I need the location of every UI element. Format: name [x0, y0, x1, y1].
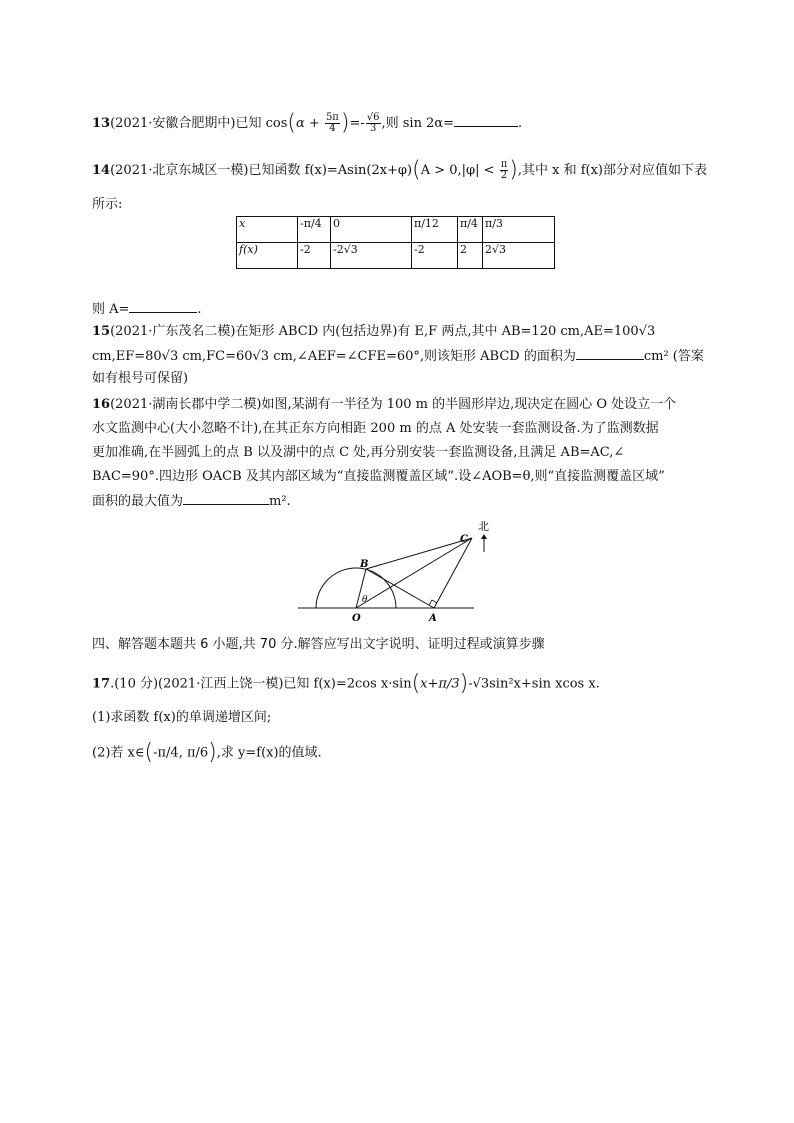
segment-BA — [366, 569, 434, 608]
question-14: 14(2021·北京东城区一模)已知函数 f(x)=Asin(2x+φ)(A > 0,|φ| < $\frac{\pi}{2}$ ),其中 x 和 f(x)部分对应值如下表 — [92, 157, 708, 183]
q13-frac: $\frac{5\pi}{4}$ — [325, 112, 339, 134]
label-C: C — [460, 534, 468, 545]
table-cell: π/3 — [483, 217, 555, 243]
table-cell: f(x) — [237, 243, 298, 269]
lake-figure — [296, 520, 489, 626]
table-cell: 2√3 — [483, 243, 555, 269]
label-O: O — [352, 613, 361, 624]
table-cell: π/12 — [412, 217, 458, 243]
q13-value: $\frac{√6}{3}$ — [366, 112, 380, 134]
q13-answer-blank[interactable] — [454, 114, 518, 127]
question-15: 15(2021·广东茂名二模)在矩形 ABCD 内(包括边界)有 E,F 两点,其中 AB=120 cm,AE=100√3 — [92, 324, 656, 339]
q15-answer-blank[interactable] — [576, 347, 644, 360]
table-cell: -π/4 — [298, 217, 331, 243]
q13-number: 13 — [92, 116, 111, 131]
question-16: 16(2021·湖南长郡中学二模)如图,某湖有一半径为 100 m 的半圆形岸边,现决定在圆心 O 处设立一个 — [92, 397, 677, 412]
q14-answer-blank[interactable] — [129, 300, 197, 313]
q14-text-cont: 所示: — [92, 197, 123, 212]
question-13: 13(2021·安徽合肥期中)已知 cos(α + $\frac{5\pi}{4}$ )=- $\frac{√6}{3}$ ,则 sin 2α= . — [92, 110, 523, 136]
q16-answer-blank[interactable] — [183, 492, 269, 505]
table-cell: -2 — [298, 243, 331, 269]
q15-number: 15 — [92, 324, 111, 339]
q17-part-2: (2)若 x∈(-π/4, π/6),求 y=f(x)的值域. — [92, 740, 322, 765]
label-A: A — [429, 613, 437, 624]
q16-line-4: BAC=90°.四边形 OACB 及其内部区域为“直接监测覆盖区域”.设∠AOB=θ,则“直接监测覆盖区域” — [92, 469, 665, 484]
section-heading: 四、解答题本题共 6 小题,共 70 分.解答应写出文字说明、证明过程或演算步骤 — [92, 637, 545, 652]
question-17: 17.(10 分)(2021·江西上饶一模)已知 f(x)=2cos x·sin(x+π/3)-√3sin²x+sin xcos x. — [92, 671, 600, 696]
q16-line-5: 面积的最大值为 m². — [92, 494, 291, 509]
q14-number: 14 — [92, 163, 111, 178]
table-row — [237, 217, 555, 243]
label-north: 北 — [478, 520, 489, 533]
north-arrow-head — [481, 534, 487, 539]
table-cell: -2√3 — [331, 243, 412, 269]
q14-source: (2021·北京东城区一模) — [110, 163, 249, 178]
label-B: B — [360, 559, 369, 570]
q16-line-3: 更加准确,在半圆弧上的点 B 以及湖中的点 C 处,再分别安装一套监测设备,且满足 AB=AC,∠ — [92, 445, 625, 460]
q15-line-2: cm,EF=80√3 cm,FC=60√3 cm,∠AEF=∠CFE=60°,则该矩形 ABCD 的面积为 cm² (答案 — [92, 349, 704, 364]
table-cell: -2 — [412, 243, 458, 269]
table-row — [237, 243, 555, 269]
q17-number: 17 — [92, 676, 111, 692]
value-table — [236, 216, 555, 269]
segment-AC — [434, 538, 472, 608]
table-cell: 0 — [331, 217, 412, 243]
q16-line-2: 水文监测中心(大小忽略不计),在其正东方向相距 200 m 的点 A 处安装一套监测设备.为了监测数据 — [92, 421, 659, 436]
label-theta: θ — [362, 595, 368, 605]
table-cell: 2 — [458, 243, 483, 269]
q14-answer-line: 则 A= . — [92, 302, 202, 317]
q15-line-3: 如有根号可保留) — [92, 371, 189, 386]
table-cell: π/4 — [458, 217, 483, 243]
semicircle-arc — [316, 568, 396, 608]
segment-BC — [366, 538, 472, 569]
q17-part-1: (1)求函数 f(x)的单调递增区间; — [92, 710, 272, 725]
q13-text: 已知 cos — [235, 116, 288, 131]
q16-number: 16 — [92, 397, 111, 412]
q13-source: (2021·安徽合肥期中) — [110, 116, 236, 131]
table-cell: x — [237, 217, 298, 243]
